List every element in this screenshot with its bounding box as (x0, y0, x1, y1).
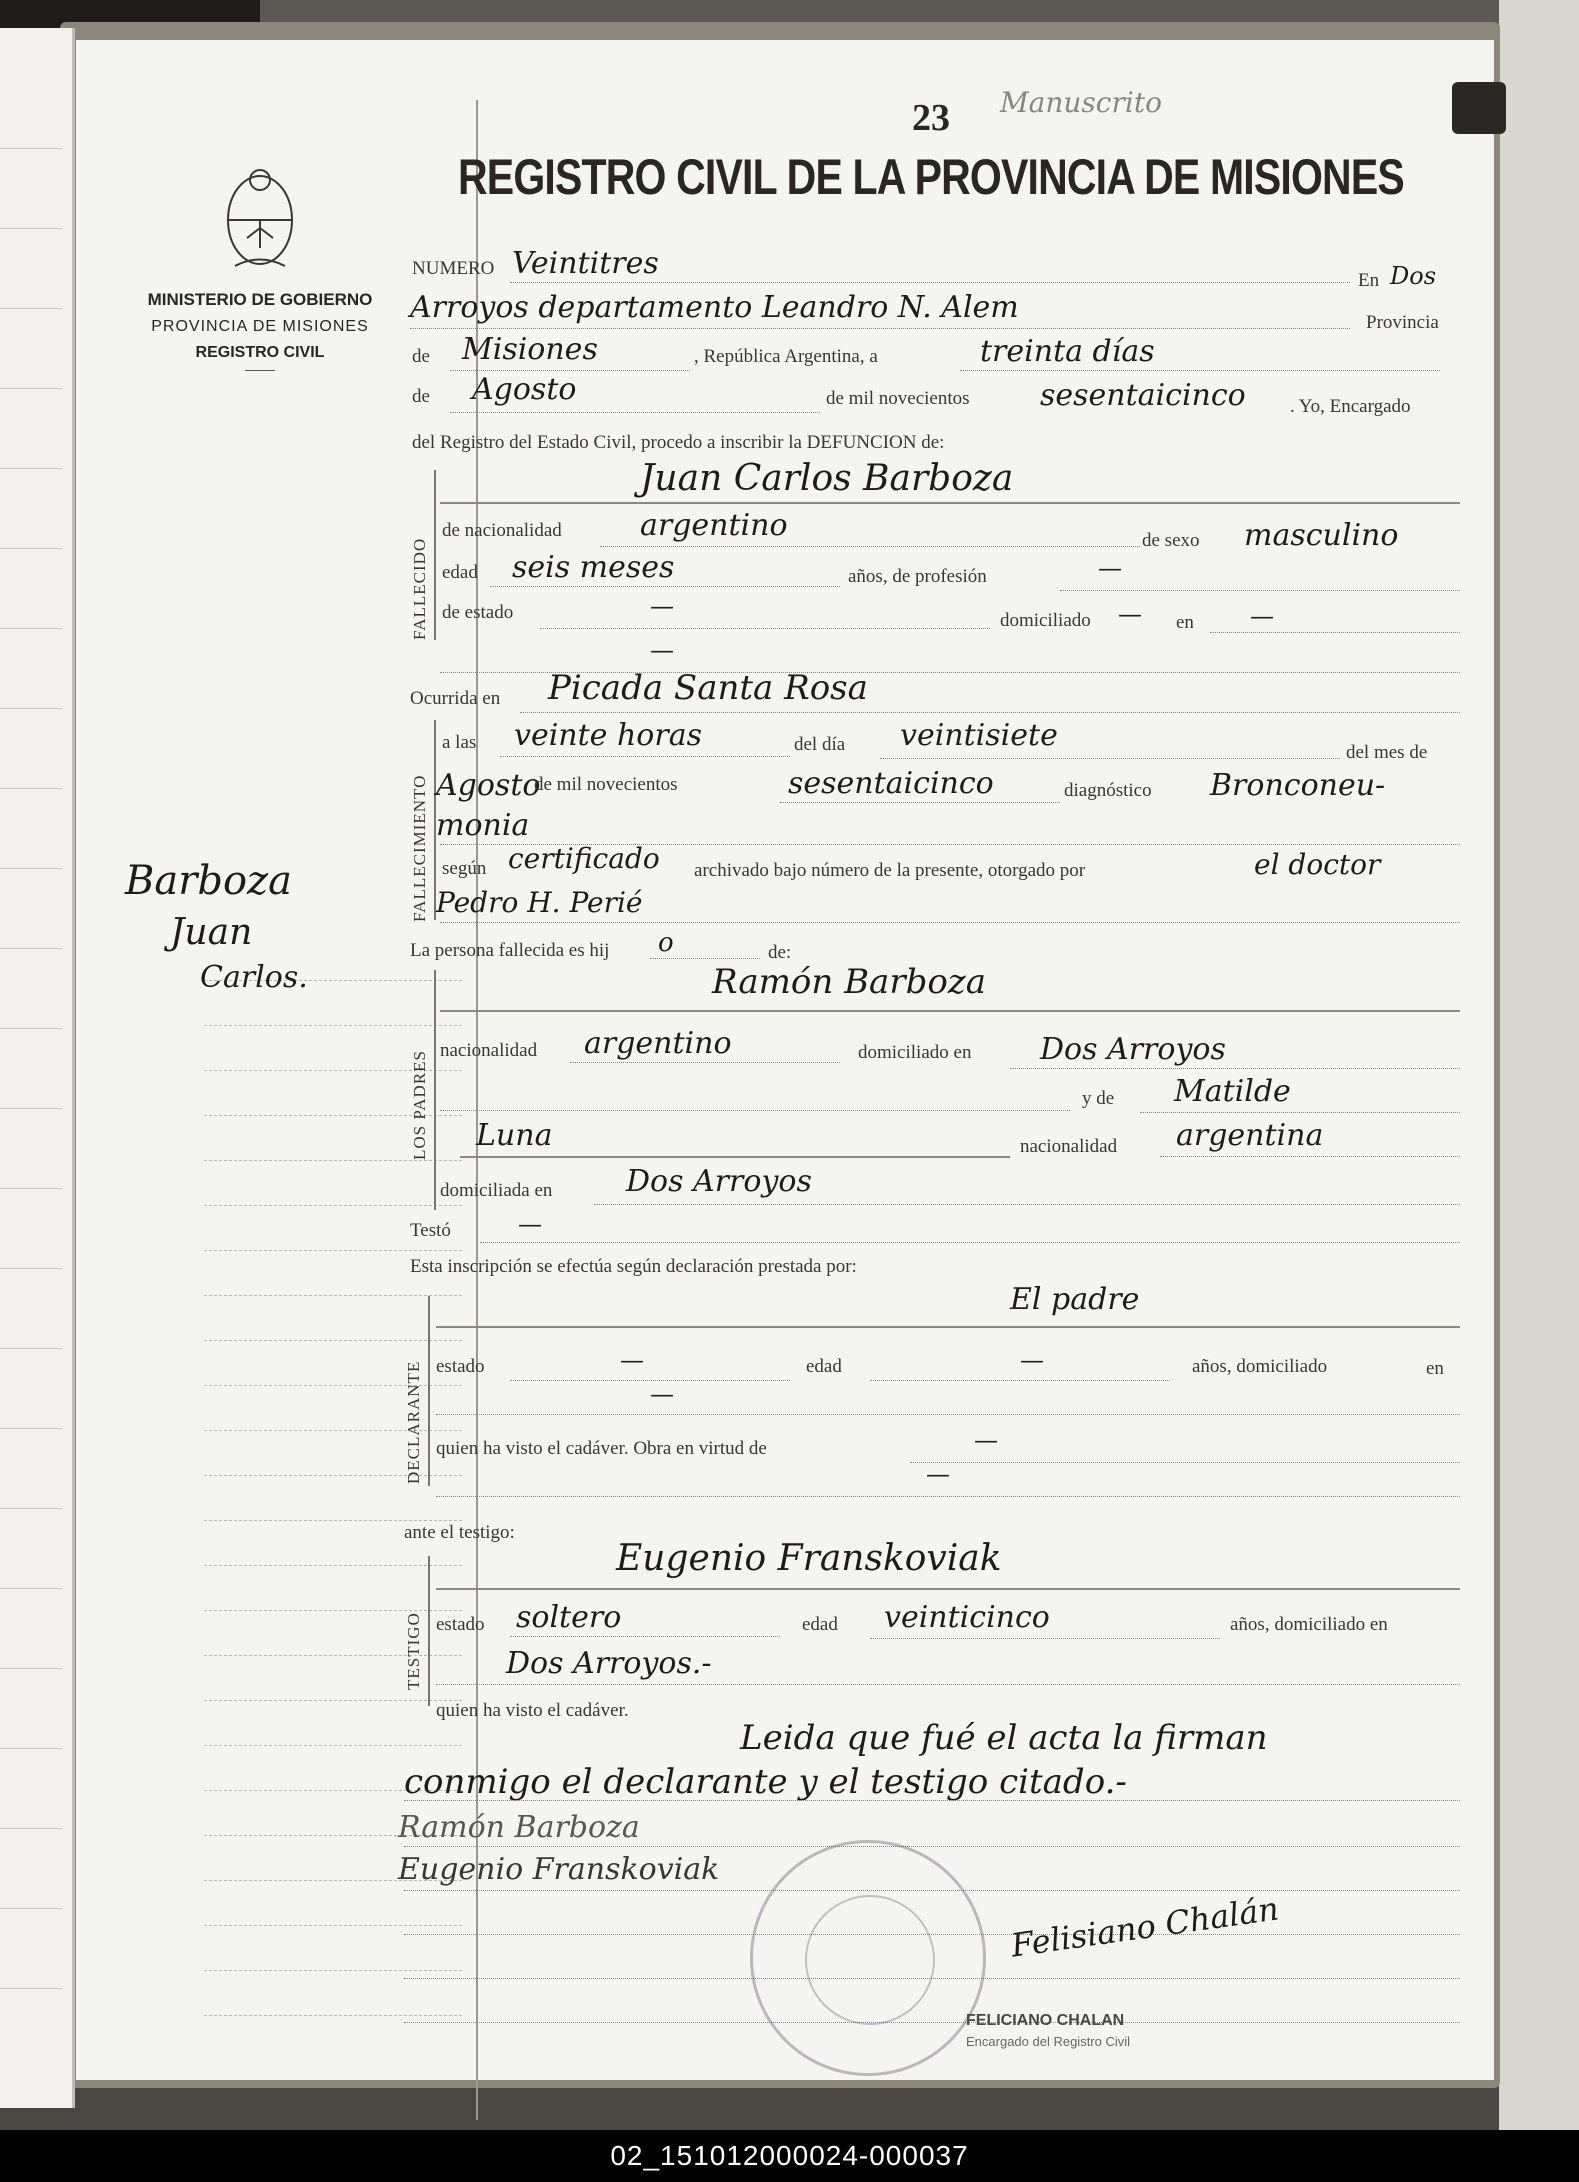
estado3-label: estado (436, 1614, 485, 1635)
delmes-label: del mes de (1346, 742, 1428, 763)
previous-page-edge (0, 28, 75, 2108)
nacionalidad3-value: argentina (1176, 1118, 1324, 1153)
alas-label: a las (442, 732, 477, 753)
nacionalidad2-value: argentino (584, 1026, 732, 1061)
oficial-stamp-sub: Encargado del Registro Civil (966, 2034, 1131, 2049)
segun-label: según (442, 858, 487, 879)
persona-label: La persona fallecida es hij (410, 940, 610, 961)
nacionalidad3-label: nacionalidad (1020, 1136, 1118, 1157)
coat-of-arms-icon (215, 158, 305, 273)
image-id-footer: 02_151012000024-000037 (0, 2130, 1579, 2182)
oficial-stamp: FELICIANO CHALAN (966, 2012, 1125, 2029)
mes2-value: Agosto (436, 768, 541, 803)
en2-label: en (1176, 612, 1194, 633)
ministry-block (110, 290, 410, 371)
anios-label: años, de profesión (848, 566, 987, 587)
virtud-value: — (974, 1426, 998, 1454)
sexo-label: de sexo (1142, 530, 1200, 551)
leida-line2: conmigo el declarante y el testigo citado.- (404, 1762, 1127, 1802)
estado2-value: — (620, 1346, 644, 1374)
testo-value: — (518, 1210, 542, 1238)
edad-value: seis meses (512, 550, 675, 585)
anios3-label: años, domiciliado en (1230, 1614, 1388, 1635)
madre-name1: Matilde (1174, 1074, 1291, 1109)
en-value: Dos (1390, 262, 1437, 290)
fallecido-name: Juan Carlos Barboza (640, 458, 1014, 499)
registro-label: del Registro del Estado Civil, procedo a inscribir la DEFUNCION de: (412, 432, 945, 453)
declarante-name: El padre (1010, 1282, 1140, 1317)
domiciliado-label: domiciliado (1000, 610, 1091, 631)
republica-label: , República Argentina, a (694, 346, 878, 367)
official-seal (750, 1840, 986, 2076)
estado-value: — (650, 592, 674, 620)
scan-background-right (1499, 0, 1579, 2130)
provincia-label: Provincia (1366, 312, 1439, 333)
domiciliada-label: domiciliada en (440, 1180, 553, 1201)
numero-value: Veintitres (512, 246, 659, 281)
margin-firstname: Juan (170, 912, 253, 953)
province-name: PROVINCIA DE MISIONES (151, 318, 369, 335)
firma-oficial: Felisiano Chalán (1008, 1889, 1282, 1965)
nacionalidad-value: argentino (640, 508, 788, 543)
otorgado-value: el doctor (1254, 848, 1381, 881)
nacionalidad2-label: nacionalidad (440, 1040, 538, 1061)
testigo-domicilio: Dos Arroyos.- (506, 1646, 712, 1681)
yo-label: . Yo, Encargado (1290, 396, 1411, 417)
en-label: En (1358, 270, 1380, 291)
edad2-dash-continuation: — (650, 1380, 674, 1408)
domiciliado-value: — (1118, 600, 1142, 628)
doctor-value: Pedro H. Perié (436, 886, 643, 919)
arroyos-value: Arroyos departamento Leandro N. Alem (410, 290, 1019, 325)
ante-label: ante el testigo: (404, 1522, 515, 1543)
nacionalidad-label: de nacionalidad (442, 520, 562, 541)
inscripcion-label: Esta inscripción se efectúa según declaración prestada por: (410, 1256, 857, 1277)
estado2-label: estado (436, 1356, 485, 1377)
anio-value: sesentaicinco (1040, 378, 1246, 413)
de2-label: de (412, 386, 430, 407)
anios2-label: años, domiciliado (1192, 1356, 1328, 1377)
margin-surname: Barboza (125, 858, 292, 904)
firma-padre: Ramón Barboza (398, 1810, 640, 1845)
archivado-label: archivado bajo número de la presente, otorgado por (694, 860, 1086, 881)
firma-testigo: Eugenio Franskoviak (398, 1852, 720, 1887)
ocurrida-value: Picada Santa Rosa (548, 668, 868, 708)
padre-name: Ramón Barboza (712, 962, 986, 1002)
provincia-value: Misiones (462, 332, 598, 367)
dia-value: treinta días (980, 334, 1155, 369)
hora-value: veinte horas (514, 718, 702, 753)
testigo-name: Eugenio Franskoviak (616, 1538, 1002, 1579)
edad3-value: veinticinco (884, 1600, 1050, 1635)
registry-title: REGISTRO CIVIL DE LA PROVINCIA DE MISIONES (458, 149, 1404, 205)
anio2-value: sesentaicinco (788, 766, 994, 801)
ocurrida-label: Ocurrida en (410, 688, 501, 709)
estado3-value: soltero (516, 1600, 622, 1635)
testo-label: Testó (410, 1220, 451, 1241)
en3-label: en (1426, 1358, 1444, 1379)
sexo-value: masculino (1244, 518, 1399, 553)
header-scrawl: Manuscrito (1000, 86, 1162, 119)
diagnostico-label: diagnóstico (1064, 780, 1152, 801)
profesion-value: — (1098, 554, 1122, 582)
domiciliado2-value: Dos Arroyos (1040, 1032, 1226, 1067)
numero-label: NUMERO (412, 258, 495, 279)
leida-line1: Leida que fué el acta la firman (740, 1718, 1268, 1758)
domiciliada-value: Dos Arroyos (626, 1164, 812, 1199)
de-label: de (412, 346, 430, 367)
mes-value: Agosto (472, 372, 577, 407)
edad-label: edad (442, 562, 478, 583)
diagnostico-value: Bronconeu- (1210, 768, 1386, 803)
page-number: 23 (912, 97, 950, 139)
registry-name: REGISTRO CIVIL (195, 344, 325, 361)
virtud-dash-continuation: — (926, 1460, 950, 1488)
yde-label: y de (1082, 1088, 1115, 1109)
mil2-label: de mil novecientos (534, 774, 678, 795)
diagnostico-value2: monia (436, 808, 530, 843)
en2-value: — (1250, 602, 1274, 630)
cadaver2-label: quien ha visto el cadáver. (436, 1700, 629, 1721)
mil-label: de mil novecientos (826, 388, 970, 409)
segun-value: certificado (508, 842, 660, 875)
estado-dash-continuation: — (650, 636, 674, 664)
persona-suffix: o (658, 928, 674, 958)
de3-label: de: (768, 942, 792, 963)
cadaver-label: quien ha visto el cadáver. Obra en virtud de (436, 1438, 767, 1459)
deldia-label: del día (794, 734, 846, 755)
book-tab (1452, 82, 1506, 134)
edad2-label: edad (806, 1356, 842, 1377)
dia2-value: veintisiete (900, 718, 1058, 753)
edad2-value: — (1020, 1346, 1044, 1374)
domiciliado2-label: domiciliado en (858, 1042, 972, 1063)
edad3-label: edad (802, 1614, 838, 1635)
madre-name2: Luna (476, 1118, 553, 1153)
margin-secondname: Carlos. (200, 960, 308, 995)
estado-label: de estado (442, 602, 514, 623)
ministry-name: MINISTERIO DE GOBIERNO (147, 290, 373, 309)
